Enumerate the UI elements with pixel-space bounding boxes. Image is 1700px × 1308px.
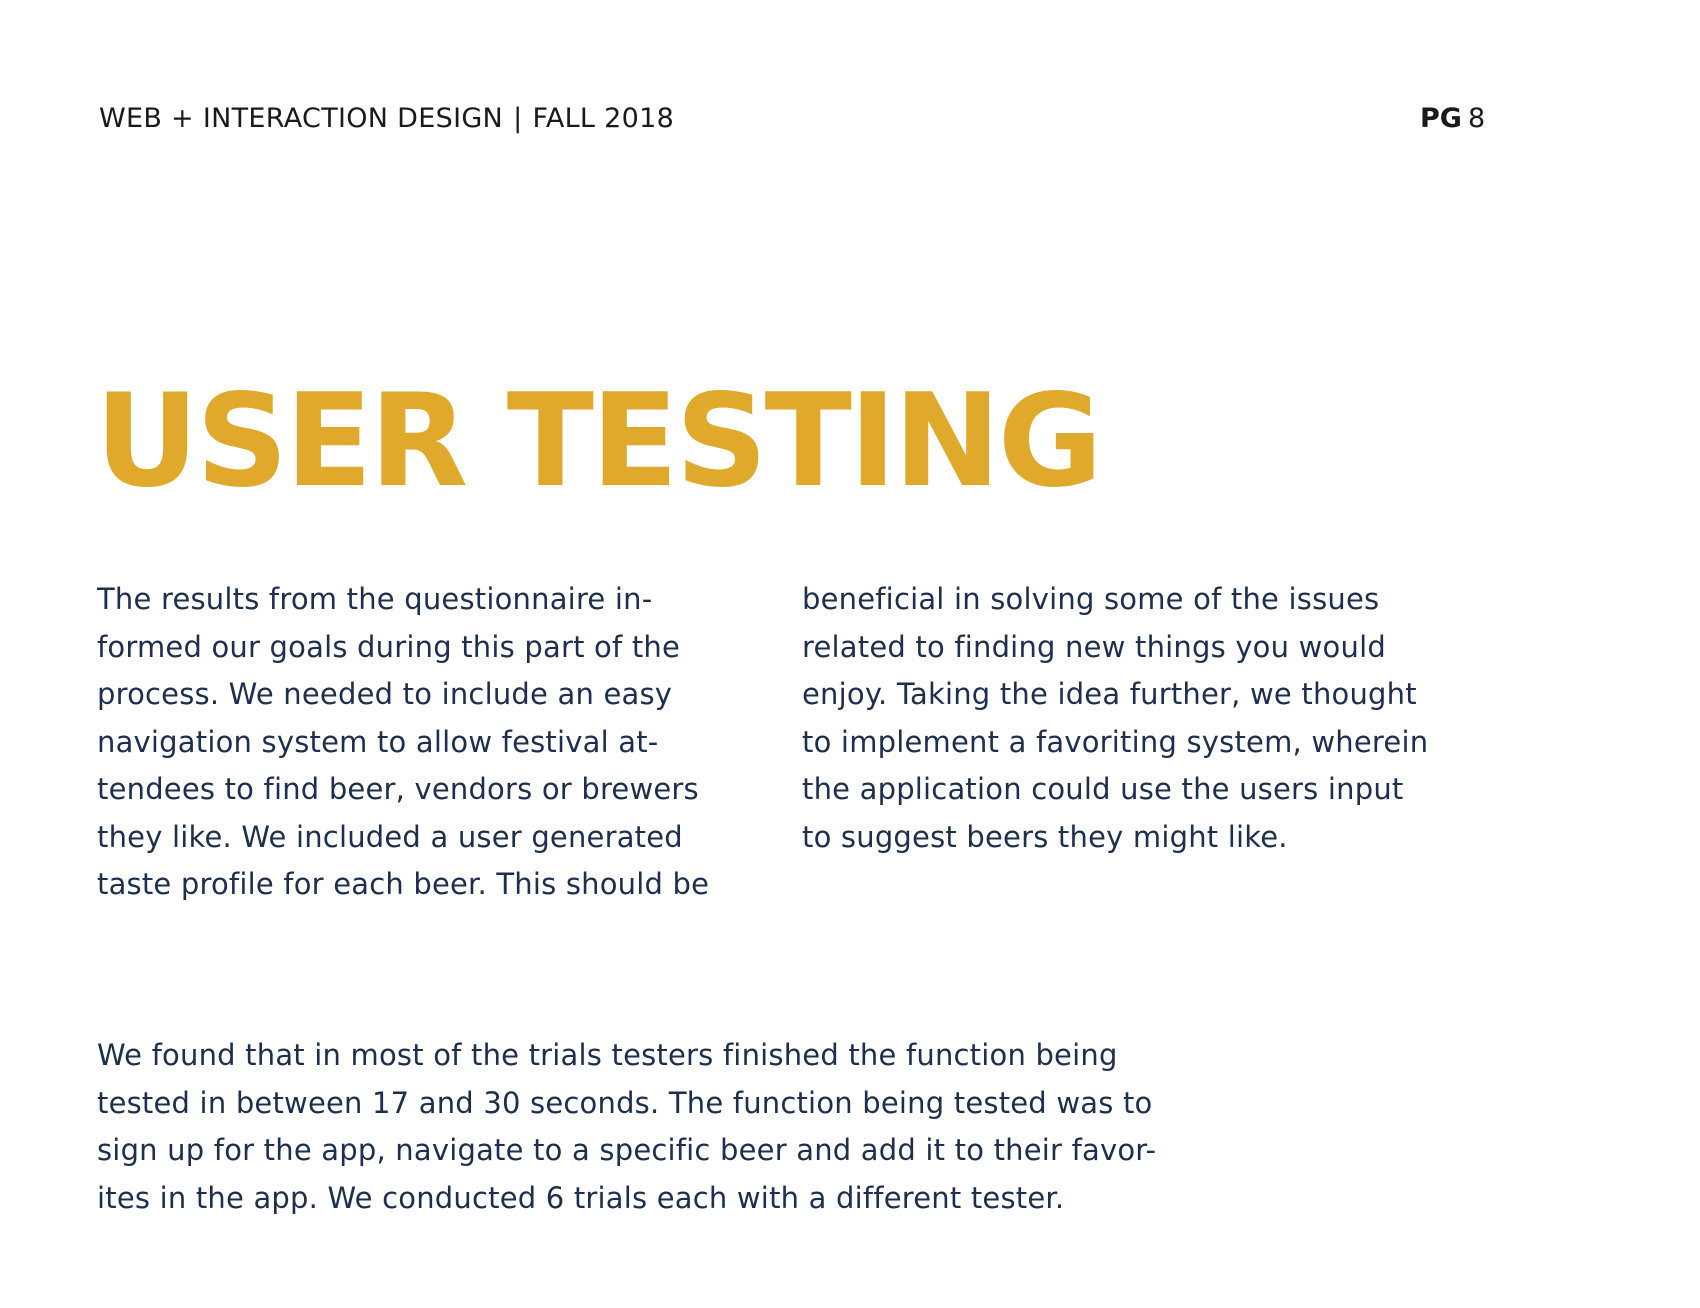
body-column-left (97, 576, 709, 909)
text-line: navigation system to allow festival at- (97, 724, 659, 759)
course-name: WEB + INTERACTION DESIGN (99, 103, 504, 134)
text-line: We found that in most of the trials testers finished the function being (97, 1038, 1118, 1072)
text-line: related to finding new things you would (802, 629, 1386, 664)
text-line: beneficial in solving some of the issues (802, 582, 1380, 616)
text-line: tested in between 17 and 30 seconds. The function being tested was to (97, 1085, 1153, 1120)
results-paragraph (97, 1032, 1156, 1222)
text-line: sign up for the app, navigate to a specific beer and add it to their favor- (97, 1133, 1157, 1167)
text-line: they like. We included a user generated (97, 819, 683, 854)
text-line: process. We needed to include an easy (97, 677, 673, 711)
text-line: tendees to find beer, vendors or brewers (97, 772, 699, 806)
text-line: ites in the app. We conducted 6 trials each with a different tester. (97, 1180, 1065, 1215)
text-line: to implement a favoriting system, wherein (802, 724, 1429, 759)
text-line: the application could use the users input (802, 772, 1404, 806)
text-line: The results from the questionnaire in- (97, 582, 653, 616)
term-label: FALL 2018 (532, 103, 675, 134)
header-separator: | (513, 103, 523, 134)
page-number (1420, 103, 1485, 134)
text-line: formed our goals during this part of the (97, 629, 681, 664)
body-column-right (802, 576, 1428, 861)
text-line: taste profile for each beer. This should be (97, 867, 710, 901)
page-number-value: 8 (1467, 103, 1486, 134)
page-label: PG (1420, 103, 1462, 134)
text-line: to suggest beers they might like. (802, 819, 1288, 854)
text-line: enjoy. Taking the idea further, we thought (802, 677, 1417, 711)
running-header (99, 103, 674, 134)
page-title: USER TESTING (95, 367, 1100, 516)
